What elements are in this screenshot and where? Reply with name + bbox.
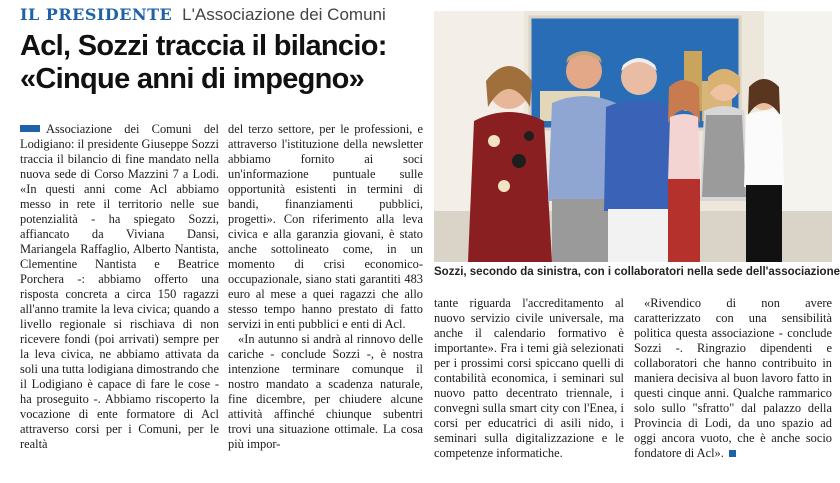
- kicker: [20, 5, 386, 25]
- section-label: IL PRESIDENTE: [20, 5, 173, 24]
- article-text-col2-p1: del terzo settore, per le professioni, e attraverso l'istituzione della newsletter abbiamo fornito ai soci un'informazione puntuale sulle opportunità esistenti in termini di bandi, finanziamenti pubblici, progetti». Con riferimento alla leva civica e alla garanzia giovani, è stato anche sottolineato come, in un momento di crisi economico-occupazionale, siano stati garantiti 483 euro al mese a quei ragazzi che allo stesso tempo hanno prestato di fatto servizi in enti pubblici e enti di Acl.: [228, 122, 423, 331]
- article-text-col4: «Rivendico di non avere caratterizzato con una sensibilità politica questa associazione - conclude Sozzi -. Ringrazio dipendenti e collaboratori che hanno contribuito in maniera decisiva al buon lavoro fatto in questi cinque anni. Qualche rammarico solo sullo "sfratto" dal palazzo della Provincia di Lodi, da uno spazio ad oggi ancora vuoto, che è anche socio fondatore di Acl».: [634, 296, 832, 460]
- article-text-col3: tante riguarda l'accreditamento al nuovo servizio civile universale, ma anche il calendario formativo è importante». Fra i temi già selezionati per i prossimi corsi spiccano quelli di contabilità economica, i seminari sul nuovo patto decentrato triennale, i convegni sulla smart city con l'Enea, i corsi per educatrici di asili nido, i seminari sulla digitalizzazione e le competenze informatiche.: [434, 296, 624, 460]
- article-photo: [434, 11, 832, 262]
- article-column-4: [634, 296, 832, 461]
- article-column-3: [434, 296, 624, 461]
- photo-caption: Sozzi, secondo da sinistra, con i collaboratori nella sede dell'associazione: [434, 266, 840, 278]
- end-marker-square: [729, 450, 736, 457]
- headline: [20, 30, 420, 96]
- article-text-col2-p2: «In autunno si andrà al rinnovo delle cariche - conclude Sozzi -, è nostra intenzione terminare comunque il nostro mandato a scadenza naturale, fine dicembre, per chiudere alcune attività affinché chiunque subentri trovi una situazione ottimale. La cosa più impor-: [228, 332, 423, 451]
- group-photo-illustration: [434, 11, 832, 262]
- headline-line-1: Acl, Sozzi traccia il bilancio:: [20, 30, 387, 62]
- article-text-col1: Associazione dei Comuni del Lodigiano: il presidente Giuseppe Sozzi traccia il bilancio di fine mandato nella nuova sede di Corso Mazzini 7 a Lodi. «In questi anni come Acl abbiamo messo in rete il territorio nelle sue potenzialità - ha spiegato Sozzi, affiancato da Viviana Dansi, Mariangela Raffaglio, Alberto Nantista, Clementine Nantista e Beatrice Porchera -: abbiamo offerto una risposta concreta a circa 150 ragazzi all'anno tramite la leva civica; quando a livello regionale si rischiava di non ricevere fondi (poi arrivati) sempre per la leva civica, ne abbiamo attivata da soli una tutta lodigiana dimostrando che il Lodigiano è capace di fare le cose - ha proseguito -. Abbiamo riscoperto la vocazione di ente formatore di Acl attraverso corsi per i Comuni, per le realtà: [20, 122, 219, 451]
- section-marker-square: [20, 125, 40, 132]
- article-column-1: [20, 122, 219, 452]
- article-column-2: [228, 122, 423, 452]
- headline-line-2: «Cinque anni di impegno»: [20, 63, 365, 95]
- topic-label: L'Associazione dei Comuni: [182, 5, 386, 24]
